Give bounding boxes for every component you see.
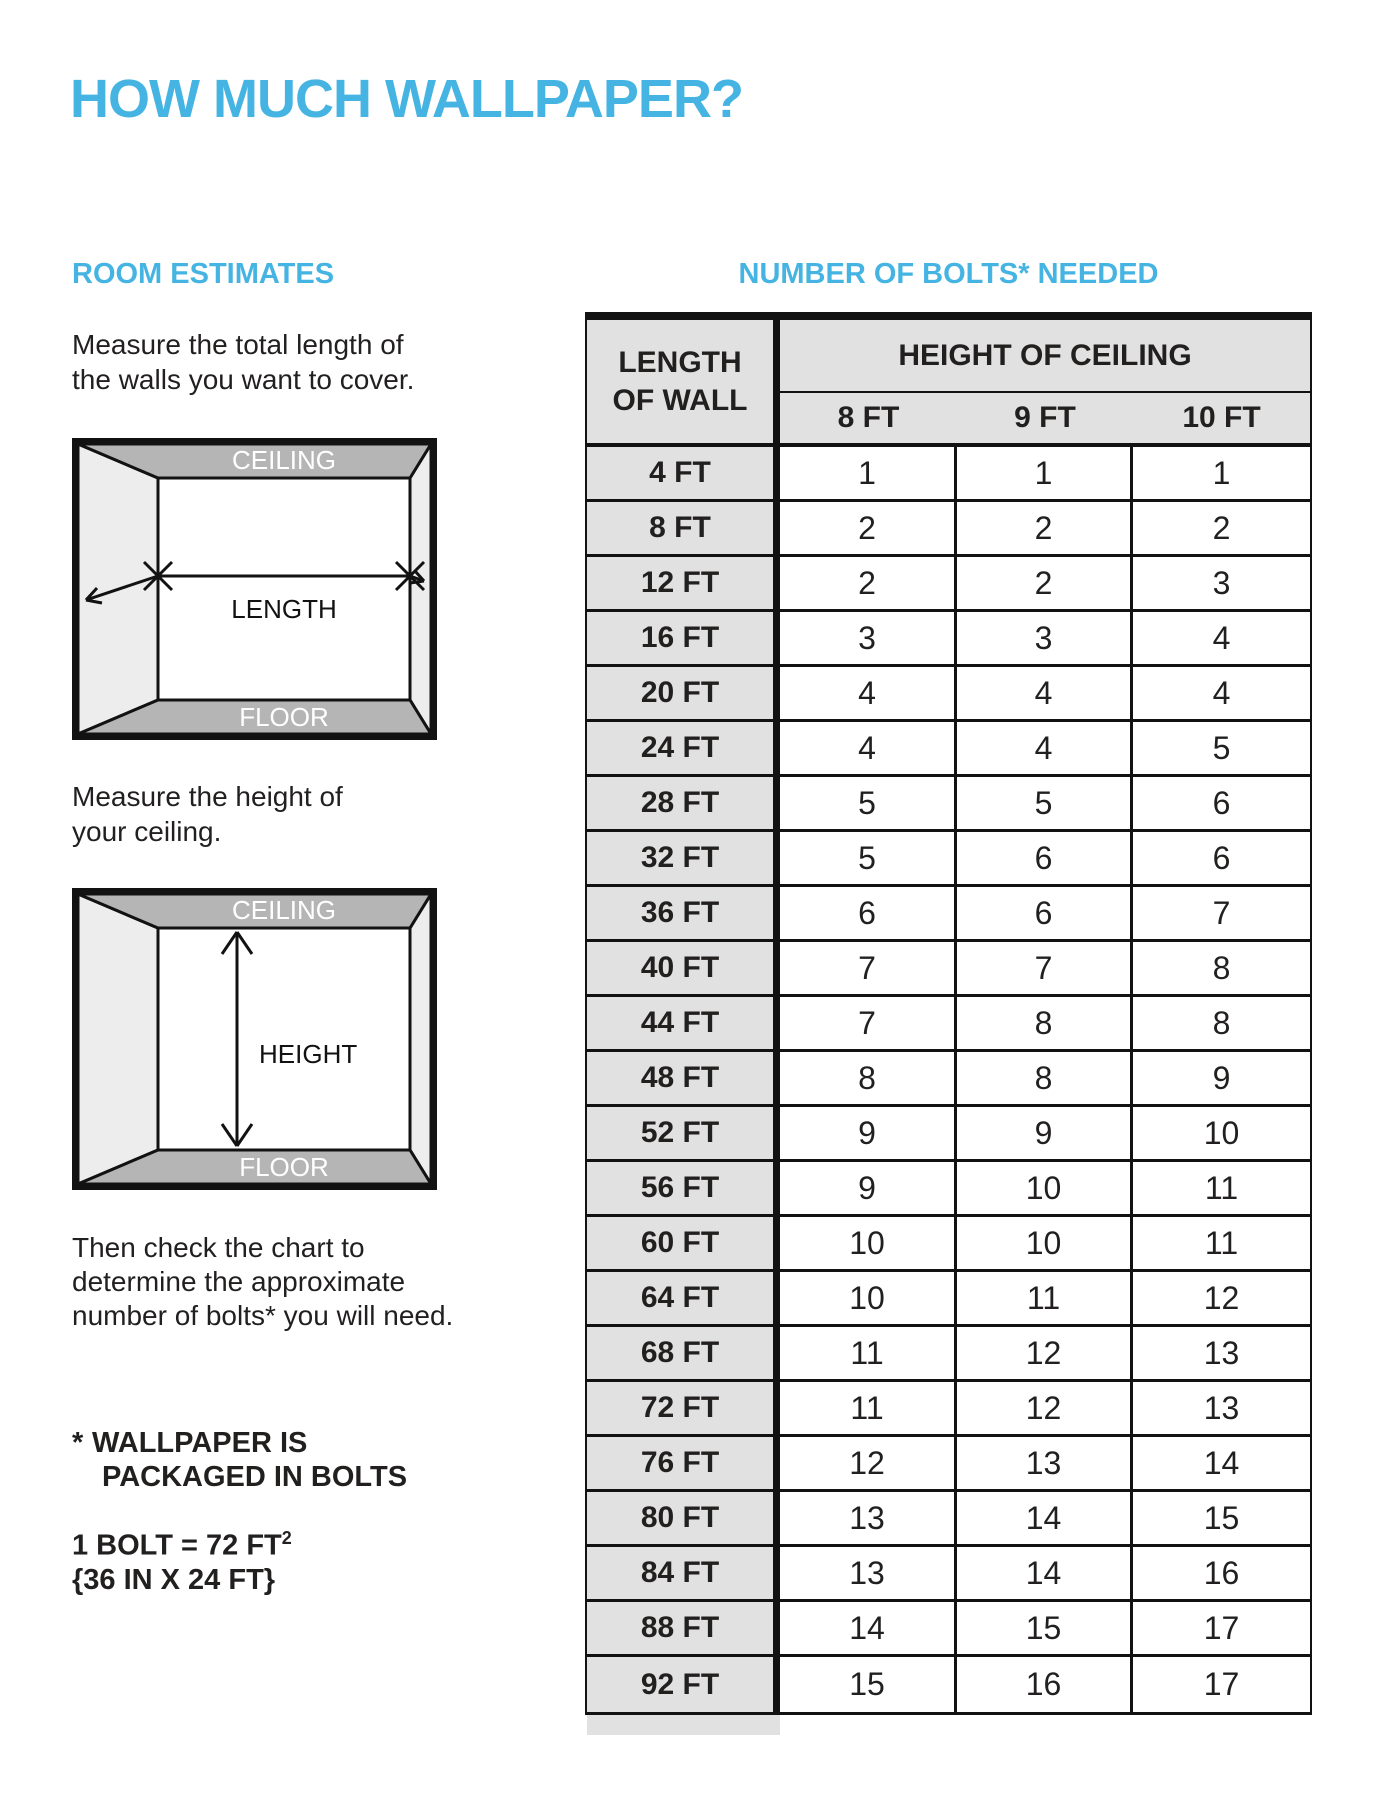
row-label-88-ft: 88 FT <box>587 1602 780 1657</box>
bolt-count-cell: 8 <box>957 997 1133 1052</box>
row-label-40-ft: 40 FT <box>587 942 780 997</box>
bolt-count-cell: 3 <box>780 612 957 667</box>
bolt-count-cell: 4 <box>780 667 957 722</box>
bolt-count-cell: 3 <box>957 612 1133 667</box>
bolt-count-cell: 14 <box>780 1602 957 1657</box>
bolt-count-cell: 4 <box>1133 667 1310 722</box>
bolt-count-cell: 14 <box>957 1547 1133 1602</box>
row-label-52-ft: 52 FT <box>587 1107 780 1162</box>
bolt-count-cell: 11 <box>780 1382 957 1437</box>
bolt-count-cell: 10 <box>957 1162 1133 1217</box>
bolt-count-cell: 6 <box>957 887 1133 942</box>
bolt-count-cell: 11 <box>1133 1217 1310 1272</box>
right-wall <box>410 894 431 1184</box>
bolts-needed-heading: NUMBER OF BOLTS* NEEDED <box>738 258 1159 290</box>
bolt-count-cell: 10 <box>1133 1107 1310 1162</box>
paragraph-line: Then check the chart to <box>72 1232 365 1263</box>
paragraph-line: Measure the height of <box>72 781 343 812</box>
bolt-count-cell: 2 <box>957 557 1133 612</box>
row-label-84-ft: 84 FT <box>587 1547 780 1602</box>
bolt-count-cell: 5 <box>780 832 957 887</box>
bolt-count-cell: 12 <box>957 1327 1133 1382</box>
row-label-56-ft: 56 FT <box>587 1162 780 1217</box>
bolt-count-cell: 4 <box>957 667 1133 722</box>
room-estimates-heading: ROOM ESTIMATES <box>72 258 335 290</box>
paragraph-line: determine the approximate <box>72 1266 406 1297</box>
room-length-diagram <box>72 438 437 740</box>
ceiling-label: CEILING <box>231 895 337 925</box>
paragraph-check-chart <box>72 1231 453 1333</box>
bolt-count-cell: 3 <box>1133 557 1310 612</box>
bolt-count-cell: 2 <box>1133 502 1310 557</box>
row-label-72-ft: 72 FT <box>587 1382 780 1437</box>
paragraph-line: the walls you want to cover. <box>72 364 415 395</box>
row-label-20-ft: 20 FT <box>587 667 780 722</box>
floor-label: FLOOR <box>239 1152 329 1182</box>
ceiling-label: CEILING <box>231 445 337 475</box>
bolt-count-cell: 17 <box>1133 1602 1310 1657</box>
table-footer-stub <box>587 1715 780 1735</box>
bolt-count-cell: 6 <box>780 887 957 942</box>
bolt-count-cell: 6 <box>957 832 1133 887</box>
height-label: HEIGHT <box>259 1039 358 1069</box>
row-label-48-ft: 48 FT <box>587 1052 780 1107</box>
bolt-count-cell: 7 <box>1133 887 1310 942</box>
bolt-count-cell: 4 <box>780 722 957 777</box>
row-label-16-ft: 16 FT <box>587 612 780 667</box>
bolt-count-cell: 16 <box>1133 1547 1310 1602</box>
bolt-count-cell: 12 <box>1133 1272 1310 1327</box>
bolt-count-cell: 5 <box>957 777 1133 832</box>
bolt-count-cell: 11 <box>957 1272 1133 1327</box>
bolt-count-cell: 17 <box>1203 1666 1240 1702</box>
bolt-count-cell: 8 <box>780 1052 957 1107</box>
bolt-count-cell: 15 <box>780 1657 957 1712</box>
bolt-count-cell: 8 <box>1133 997 1310 1052</box>
row-label-80-ft: 80 FT <box>587 1492 780 1547</box>
bolt-count-cell: 5 <box>1133 722 1310 777</box>
length-of-wall-header <box>587 320 780 447</box>
bolt-count-cell: 2 <box>780 502 957 557</box>
bolt-count-cell: 12 <box>780 1437 957 1492</box>
bolt-count-cell: 4 <box>957 722 1133 777</box>
superscript-2: 2 <box>281 1528 292 1548</box>
asterisk: * <box>72 1427 84 1459</box>
bolt-dimensions: {36 IN X 24 FT} <box>72 1563 276 1596</box>
paragraph-measure-height <box>72 779 343 849</box>
row-label-60-ft: 60 FT <box>587 1217 780 1272</box>
bolt-count-cell: 10 <box>780 1272 957 1327</box>
footnote-line: WALLPAPER IS <box>92 1427 308 1459</box>
bolt-count-cell: 15 <box>957 1602 1133 1657</box>
bolt-count-cell: 1 <box>780 447 957 502</box>
bolt-count-cell: 13 <box>1133 1382 1310 1437</box>
bolt-equation: 1 BOLT = 72 FT <box>72 1529 282 1562</box>
bolt-count-cell: 2 <box>957 502 1133 557</box>
bolt-count-cell: 16 <box>957 1657 1133 1712</box>
bolt-count-cell: 6 <box>1133 832 1310 887</box>
paragraph-measure-length <box>72 327 414 397</box>
column-header-9ft: 9 FT <box>957 393 1133 447</box>
bolt-count-cell: 8 <box>957 1052 1133 1107</box>
bolt-count-cell: 9 <box>957 1107 1133 1162</box>
left-wall <box>78 894 158 1184</box>
length-label: LENGTH <box>231 594 337 624</box>
row-label-24-ft: 24 FT <box>587 722 780 777</box>
header-line: OF WALL <box>612 383 748 417</box>
row-label-68-ft: 68 FT <box>587 1327 780 1382</box>
bolt-count-cell: 14 <box>957 1492 1133 1547</box>
row-label-32-ft: 32 FT <box>587 832 780 887</box>
row-label-92-ft: 92 FT <box>587 1657 780 1712</box>
paragraph-line: Measure the total length of <box>72 329 404 360</box>
bolt-count-cell: 12 <box>957 1382 1133 1437</box>
bolt-count-cell: 5 <box>780 777 957 832</box>
row-label-12-ft: 12 FT <box>587 557 780 612</box>
height-of-ceiling-header: HEIGHT OF CEILING <box>780 320 1310 393</box>
bolt-count-cell: 10 <box>780 1217 957 1272</box>
bolts-table <box>585 312 1312 1715</box>
header-line: LENGTH <box>618 345 742 379</box>
paragraph-line: number of bolts* you will need. <box>72 1300 454 1331</box>
column-header-10ft: 10 FT <box>1133 393 1310 447</box>
bolt-count-cell: 1 <box>957 447 1133 502</box>
bolt-count-cell: 4 <box>1133 612 1310 667</box>
bolt-count-cell: 1 <box>1133 447 1310 502</box>
row-label-44-ft: 44 FT <box>587 997 780 1052</box>
bolt-size-info <box>72 1521 292 1597</box>
bolt-count-cell: 11 <box>780 1327 957 1382</box>
bolt-count-cell: 13 <box>957 1437 1133 1492</box>
right-wall <box>410 444 431 734</box>
bolt-count-cell: 13 <box>780 1492 957 1547</box>
page-title: HOW MUCH WALLPAPER? <box>70 69 743 129</box>
bolt-count-cell: 10 <box>957 1217 1133 1272</box>
row-label-36-ft: 36 FT <box>587 887 780 942</box>
bolt-count-cell: 11 <box>1133 1162 1310 1217</box>
bolt-count-cell: 8 <box>1133 942 1310 997</box>
row-label-4-ft: 4 FT <box>587 447 780 502</box>
row-label-76-ft: 76 FT <box>587 1437 780 1492</box>
bolt-count-cell: 9 <box>780 1162 957 1217</box>
bolts-footnote <box>72 1426 407 1494</box>
bolt-count-cell: 7 <box>780 997 957 1052</box>
bolt-count-cell: 7 <box>780 942 957 997</box>
row-label-28-ft: 28 FT <box>587 777 780 832</box>
bolt-count-cell: 15 <box>1133 1492 1310 1547</box>
row-label-8-ft: 8 FT <box>587 502 780 557</box>
bolt-count-cell: 9 <box>780 1107 957 1162</box>
bolt-count-cell: 9 <box>1133 1052 1310 1107</box>
bolt-count-cell: 2 <box>780 557 957 612</box>
room-height-diagram <box>72 888 437 1190</box>
column-header-8ft: 8 FT <box>780 393 957 447</box>
bolt-count-cell: 13 <box>780 1547 957 1602</box>
bolt-count-cell: 13 <box>1133 1327 1310 1382</box>
floor-label: FLOOR <box>239 702 329 732</box>
bolt-count-cell: 7 <box>957 942 1133 997</box>
bolt-count-cell: 6 <box>1133 777 1310 832</box>
row-label-64-ft: 64 FT <box>587 1272 780 1327</box>
paragraph-line: your ceiling. <box>72 816 222 847</box>
bolt-count-cell: 14 <box>1133 1437 1310 1492</box>
footnote-line: PACKAGED IN BOLTS <box>102 1461 408 1493</box>
